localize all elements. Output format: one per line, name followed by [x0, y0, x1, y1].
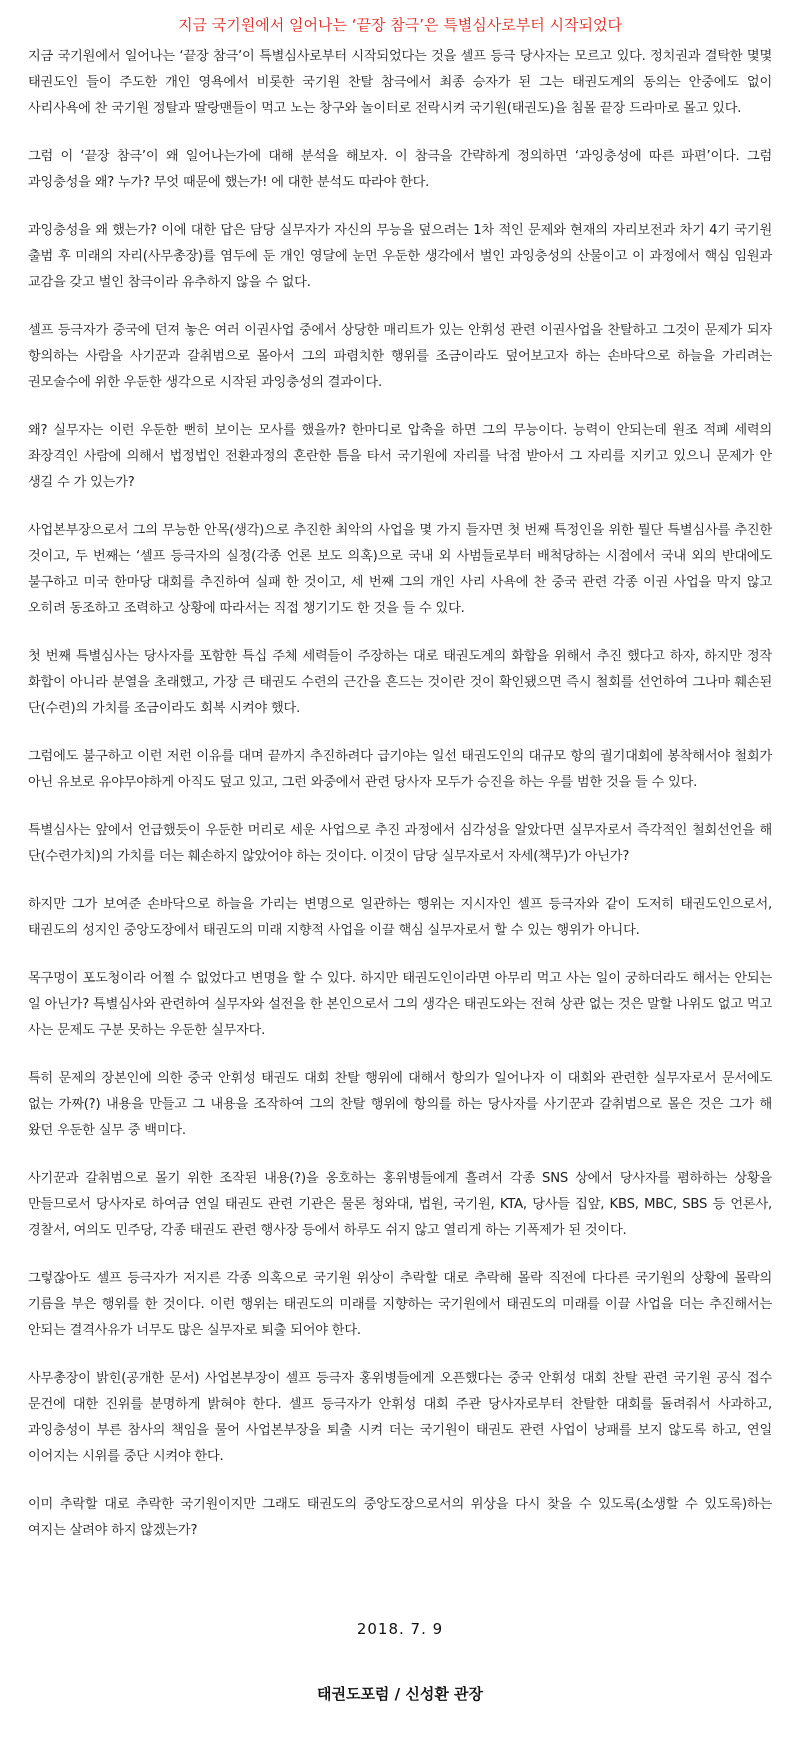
- paragraph: 왜? 실무자는 이런 우둔한 뻔히 보이는 모사를 했을까? 한마디로 압축을 하면 그의 무능이다. 능력이 안되는데 원조 적폐 세력의 좌장격인 사람에 의해서 법정법인 전환과정의 혼란한 틈을 타서 국기원에 자리를 낙점 받아서 그 자리를 지키고 있으니 문제가 안 생길 수 가 있는가?: [28, 423, 772, 490]
- paragraph: 특히 문제의 장본인에 의한 중국 안휘성 태권도 대회 찬탈 행위에 대해서 항의가 일어나자 이 대회와 관련한 실무자로서 문서에도 없는 가짜(?) 내용을 만들고 그 내용을 조작하여 그의 찬탈 행위에 항의를 하는 당사자를 사기꾼과 갈취범으로 몰은 것은 그가 해 왔던 우둔한 실무 중 백미다.: [28, 1071, 772, 1138]
- paragraph-list: [28, 44, 772, 1544]
- paragraph: 사업본부장으로서 그의 무능한 안목(생각)으로 추진한 최악의 사업을 몇 가지 들자면 첫 번째 특정인을 위한 뭘단 특별심사를 추진한 것이고, 두 번째는 ‘셀프 등극자의 실정(각종 언론 보도 의혹)으로 국내 외 사범들로부터 배척당하는 시점에서 국내 외의 반대에도 불구하고 미국 한마당 대회를 추진하여 실패 한 것이고, 세 번째 그의 개인 사리 사욕에 찬 중국 관련 각종 이권 사업을 막지 않고 오히려 동조하고 조력하고 상황에 따라서는 직접 챙기기도 한 것을 들 수 있다.: [28, 523, 772, 616]
- paragraph: 그럼 이 ‘끝장 참극’이 왜 일어나는가에 대해 분석을 해보자. 이 참극을 간략하게 정의하면 ‘과잉충성에 따른 파편’이다. 그럼 과잉충성을 왜? 누가? 무엇 때문에 했는가! 에 대한 분석도 따라야 한다.: [28, 149, 772, 190]
- paragraph: 첫 번째 특별심사는 당사자를 포함한 특십 주체 세력들이 주장하는 대로 태권도계의 화합을 위해서 추진 했다고 하자, 하지만 정작 화합이 아니라 분열을 초래했고, 가장 큰 태권도 수련의 근간을 흔드는 것이란 것이 확인됐으면 즉시 철회를 선언하여 그나마 훼손된 단(수련)의 가치를 조금이라도 회복 시켜야 했다.: [28, 649, 772, 716]
- article-body: [28, 14, 772, 1566]
- paragraph: 하지만 그가 보여준 손바닥으로 하늘을 가리는 변명으로 일관하는 행위는 지시자인 셀프 등극자와 같이 도저히 태권도인으로서, 태권도의 성지인 중앙도장에서 태권도의 미래 지향적 사업을 이끌 핵심 실무자로서 할 수 있는 행위가 아니다.: [28, 897, 772, 938]
- paragraph: 목구멍이 포도청이라 어쩔 수 없었다고 변명을 할 수 있다. 하지만 태권도인이라면 아무리 먹고 사는 일이 궁하더라도 해서는 안되는 일 아닌가? 특별심사와 관련하여 실무자와 설전을 한 본인으로서 그의 생각은 태권도와는 전혀 상관 없는 것은 말할 나위도 없고 먹고 사는 문제도 구분 못하는 우둔한 실무자다.: [28, 971, 772, 1038]
- paragraph: 셀프 등극자가 중국에 던져 놓은 여러 이권사업 중에서 상당한 매리트가 있는 안휘성 관련 이권사업을 찬탈하고 그것이 문제가 되자 항의하는 사람을 사기꾼과 갈취범으로 몰아서 그의 파렴치한 행위를 조금이라도 덮어보고자 하는 손바닥으로 하늘을 가리려는 권모술수에 위한 우둔한 생각으로 시작된 과잉충성의 결과이다.: [28, 323, 772, 390]
- paragraph: 과잉충성을 왜 했는가? 이에 대한 답은 담당 실무자가 자신의 무능을 덮으려는 1차 적인 문제와 현재의 자리보전과 차기 4기 국기원 출범 후 미래의 자리(사무총장)를 염두에 둔 개인 영달에 눈먼 우둔한 생각에서 벌인 과잉충성의 산물이고 이 과정에서 핵심 임원과 교감을 갖고 벌인 참극이라 유추하지 않을 수 없다.: [28, 223, 772, 290]
- paragraph: 그렇잖아도 셀프 등극자가 저지른 각종 의혹으로 국기원 위상이 추락할 대로 추락해 몰락 직전에 다다른 국기원의 상황에 몰락의 기름을 부은 행위를 한 것이다. 이런 행위는 태권도의 미래를 지향하는 국기원에서 태권도의 미래를 이끌 사업을 더는 추진해서는 안되는 결격사유가 너무도 많은 실무자로 퇴출 되어야 한다.: [28, 1271, 772, 1338]
- paragraph: 사기꾼과 갈취범으로 몰기 위한 조작된 내용(?)을 옹호하는 홍위병들에게 흘려서 각종 SNS 상에서 당사자를 폄하하는 상황을 만들므로서 당사자로 하여금 연일 태권도 관련 기관은 물론 청와대, 법원, 국기원, KTA, 당사들 집앞, KBS, MBC, SBS 등 언론사, 경찰서, 여의도 민주당, 각종 태권도 관련 행사장 등에서 하루도 쉬지 않고 열리게 하는 기폭제가 된 것이다.: [28, 1171, 772, 1238]
- paragraph: 이미 추락할 대로 추락한 국기원이지만 그래도 태권도의 중앙도장으로서의 위상을 다시 찾을 수 있도록(소생할 수 있도록)하는 여지는 살려야 하지 않겠는가?: [28, 1497, 772, 1538]
- paragraph: 특별심사는 앞에서 언급했듯이 우둔한 머리로 세운 사업으로 추진 과정에서 심각성을 알았다면 실무자로서 즉각적인 철회선언을 해 단(수련가치)의 가치를 더는 훼손하지 않았어야 하는 것이다. 이것이 담당 실무자로서 자세(책무)가 아닌가?: [28, 823, 772, 864]
- document-date: 2018. 7. 9: [356, 1620, 444, 1638]
- article-title: 지금 국기원에서 일어나는 ‘끝장 참극’은 특별심사로부터 시작되었다: [178, 16, 622, 34]
- paragraph: 지금 국기원에서 일어나는 ‘끝장 참극’이 특별심사로부터 시작되었다는 것을 셀프 등극 당사자는 모르고 있다. 정치권과 결탁한 몇몇 태권도인 들이 주도한 개인 영욕에서 비롯한 국기원 찬탈 참극에서 최종 승자가 된 그는 태권도계의 동의는 안중에도 없이 사리사욕에 찬 국기원 정탈과 딸랑맨들이 먹고 노는 창구와 놀이터로 전락시켜 국기원(태권도)을 침몰 끝장 드라마로 몰고 있다.: [28, 49, 772, 116]
- paragraph: 사무총장이 밝힌(공개한 문서) 사업본부장이 셀프 등극자 홍위병들에게 오픈했다는 중국 안휘성 대회 찬탈 관련 국기원 공식 접수 문건에 대한 진위를 분명하게 밝혀야 한다. 셀프 등극자가 안휘성 대회 주관 당사자로부터 찬탈한 대회를 돌려줘서 사과하고, 과잉충성이 부른 참사의 책임을 물어 사업본부장을 퇴출 시켜 더는 국기원이 태권도 관련 사업이 낭패를 보지 않도록 하고, 연일 이어지는 시위를 중단 시켜야 한다.: [28, 1371, 772, 1464]
- paragraph: 그럼에도 불구하고 이런 저런 이유를 대며 끝까지 추진하려다 급기야는 일선 태권도인의 대규모 항의 궐기대회에 봉착해서야 철회가 아닌 유보로 유야무야하게 아직도 덮고 있고, 그런 와중에서 관련 당사자 모두가 승진을 하는 우를 범한 것을 들 수 있다.: [28, 749, 772, 790]
- author-signature: 태권도포럼 / 신성환 관장: [316, 1685, 484, 1703]
